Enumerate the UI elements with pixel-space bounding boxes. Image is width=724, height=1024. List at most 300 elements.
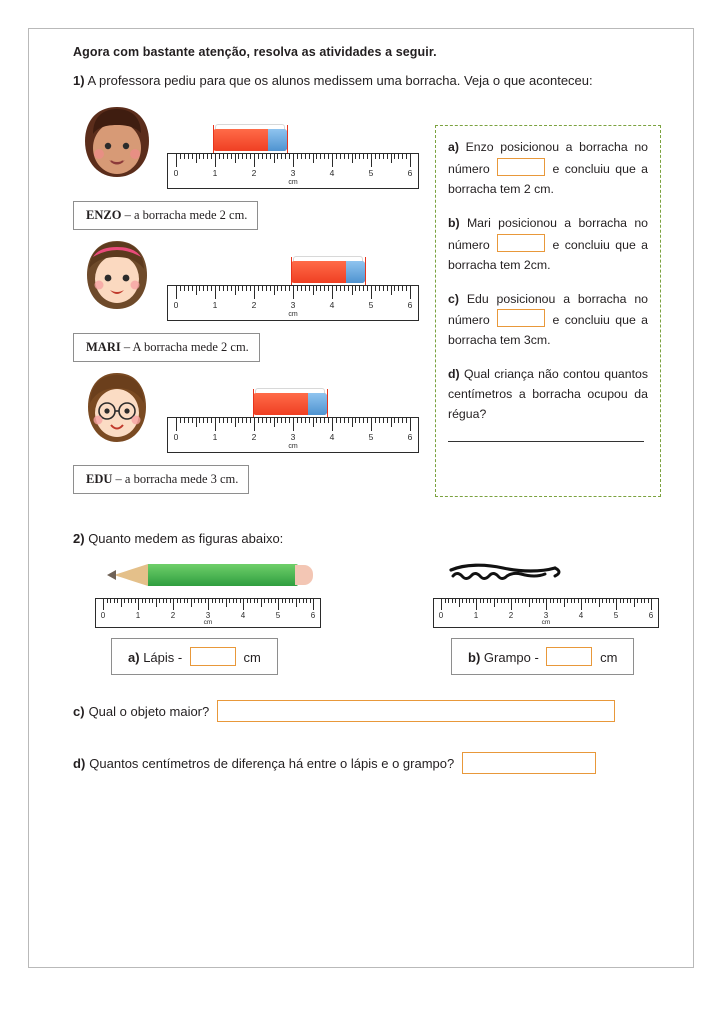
ruler-tick [240,599,241,603]
ruler-tick [344,154,345,159]
question-1-body: A professora pediu para que os alunos medissem uma borracha. Veja o que aconteceu: [87,73,593,88]
unit-label: cm [243,650,261,666]
ruler-tick [282,599,283,603]
ruler-tick [198,599,199,603]
ruler-tick [518,599,519,603]
ruler-tick [616,599,617,610]
ruler-tick [448,599,449,603]
ruler-tick [203,154,204,159]
answer-write-line-d[interactable] [448,427,644,442]
ruler-tick [567,599,568,603]
ruler-tick [128,599,129,603]
question-2-number: 2) [73,531,85,547]
ruler-tick [320,286,321,291]
ruler-tick [525,599,526,603]
ruler-tick [215,599,216,603]
page-title: Agora com bastante atenção, resolva as atividades a seguir. [73,45,437,59]
ruler-tick [301,154,302,159]
ruler-tick [215,286,216,299]
ruler-tick [262,286,263,291]
ruler-number: 3 [290,432,296,443]
ruler-tick [340,418,341,423]
unit-label: cm [600,650,618,666]
ruler-tick [242,418,243,423]
ruler-tick [201,599,202,603]
ruler-tick [246,418,247,423]
ruler-tick [316,286,317,291]
ruler-edu [167,417,419,453]
ruler-tick [324,154,325,159]
kid-caption: – a borracha mede 3 cm. [115,472,239,487]
ruler-tick [152,599,153,603]
ruler-tick [301,286,302,291]
ruler-tick [355,286,356,291]
ruler-tick [188,286,189,291]
ruler-number: 4 [329,432,335,443]
kid-caption: – A borracha mede 2 cm. [123,340,249,355]
ruler-number: 3 [543,611,549,621]
ruler-tick [192,418,193,423]
ruler-tick [309,154,310,159]
ruler-tick [627,599,628,603]
ruler-tick [398,286,399,291]
answer-blank-2c[interactable] [217,700,615,722]
ruler-number: 3 [290,168,296,179]
ruler-tick [196,154,197,163]
ruler-tick [410,418,411,431]
ruler-tick [648,599,649,603]
ruler-tick [480,599,481,603]
ruler-tick [336,154,337,159]
ruler-tick [270,418,271,423]
ruler-tick [595,599,596,603]
ruler-tick [406,418,407,423]
ruler-tick [348,286,349,291]
ruler-tick [391,286,392,295]
ruler-tick [176,286,177,299]
ruler-tick [320,418,321,423]
ruler-number: 0 [438,611,444,621]
ruler-tick [328,154,329,159]
ruler-tick [110,599,111,603]
name-box-mari [73,333,260,362]
ruler-tick [211,154,212,159]
ruler-tick [271,599,272,603]
kid-block-enzo [73,101,421,233]
ruler-number: 5 [613,611,619,621]
ruler-tick [571,599,572,603]
ruler-number: 6 [407,300,413,311]
ruler-tick [348,418,349,423]
ruler-number: 6 [648,611,654,621]
ruler-tick [176,154,177,167]
ruler-tick [462,599,463,603]
ruler-tick [483,599,484,603]
ruler-number: 6 [310,611,316,621]
eraser-mari [291,261,365,283]
kid-name: EDU [86,472,113,487]
ruler-tick [235,418,236,427]
panel-item-b [448,214,648,276]
ruler-enzo [167,153,419,189]
item-text-1: Enzo posicionou a borracha no número [448,140,648,177]
ruler-unit-label: cm [203,619,213,627]
ruler-number: 2 [251,300,257,311]
ruler-pencil [95,598,321,628]
ruler-tick [191,599,192,607]
ruler-number: 4 [240,611,246,621]
ruler-tick [375,418,376,423]
ruler-tick [344,418,345,423]
kid-name: MARI [86,340,121,355]
ruler-tick [363,286,364,291]
ruler-tick [313,154,314,163]
ruler-tick [445,599,446,603]
item-letter: a) [128,650,140,666]
ruler-tick [459,599,460,607]
ruler-tick [585,599,586,603]
ruler-tick [363,154,364,159]
ruler-number: 1 [212,432,218,443]
ruler-tick [309,418,310,423]
ruler-number: 2 [508,611,514,621]
ruler-tick [170,599,171,603]
item-label: Grampo - [483,650,539,666]
ruler-tick [511,599,512,610]
ruler-tick [320,154,321,159]
item-text-1: Mari posicionou a borracha no número [448,215,648,252]
item-letter: b) [448,215,460,230]
ruler-tick [258,418,259,423]
ruler-tick [367,418,368,423]
ruler-tick [188,154,189,159]
ruler-tick [215,418,216,431]
name-box-enzo [73,201,258,230]
ruler-tick [277,154,278,159]
ruler-tick [316,154,317,159]
ruler-tick [187,599,188,603]
ruler-tick [131,599,132,603]
ruler-tick [223,418,224,423]
ruler-tick [391,154,392,163]
question-1-text [73,71,661,91]
ruler-tick [466,599,467,603]
eraser-enzo [213,129,287,151]
ruler-mari [167,285,419,321]
ruler-tick [258,154,259,159]
ruler-number: 5 [275,611,281,621]
ruler-tick [188,418,189,423]
ruler-tick [588,599,589,603]
ruler-tick [192,154,193,159]
ruler-tick [340,286,341,291]
ruler-tick [553,599,554,603]
answer-blank-c[interactable] [497,309,545,327]
ruler-tick [490,599,491,603]
ruler-tick [258,286,259,291]
ruler-tick [293,154,294,167]
item-letter: b) [468,650,481,666]
ruler-tick [223,286,224,291]
ruler-number: 2 [251,168,257,179]
ruler-tick [207,154,208,159]
ruler-tick [359,418,360,423]
question-2c [73,700,663,722]
ruler-tick [371,286,372,299]
ruler-tick [402,154,403,159]
ruler-tick [207,418,208,423]
ruler-tick [487,599,488,603]
ruler-tick [274,154,275,163]
ruler-tick [231,418,232,423]
ruler-tick [138,599,139,610]
ruler-scene-edu [167,375,419,461]
ruler-tick [199,154,200,159]
ruler-unit-label: cm [288,179,298,187]
ruler-number: 1 [212,300,218,311]
ruler-tick [208,599,209,610]
ruler-tick [550,599,551,603]
ruler-tick [177,599,178,603]
ruler-tick [235,154,236,163]
ruler-tick [180,154,181,159]
ruler-tick [270,154,271,159]
ruler-tick [359,154,360,159]
ruler-tick [281,418,282,423]
ruler-tick [641,599,642,603]
ruler-tick [355,418,356,423]
ruler-tick [371,418,372,431]
ruler-number: 1 [212,168,218,179]
ruler-tick [606,599,607,603]
ruler-tick [231,154,232,159]
avatar-enzo-icon [75,101,159,185]
ruler-tick [398,154,399,159]
ruler-tick [344,286,345,291]
ruler-tick [336,286,337,291]
ruler-tick [199,286,200,291]
ruler-tick [630,599,631,603]
ruler-tick [352,418,353,427]
ruler-tick [277,286,278,291]
ruler-tick [219,286,220,291]
ruler-tick [254,599,255,603]
ruler-tick [359,286,360,291]
ruler-tick [203,418,204,423]
ruler-tick [235,286,236,295]
ruler-tick [363,418,364,423]
ruler-tick [394,154,395,159]
item-letter: c) [73,703,85,719]
panel-item-c [448,290,648,352]
ruler-tick [402,286,403,291]
ruler-tick [379,418,380,423]
ruler-tick [305,418,306,423]
question-2d [73,752,663,774]
ruler-tick [508,599,509,603]
ruler-tick [410,154,411,167]
ruler-tick [236,599,237,603]
ruler-tick [367,154,368,159]
kid-name: ENZO [86,208,122,223]
ruler-tick [383,286,384,291]
kids-column [73,101,421,497]
item-text-1: Edu posicionou a borracha no número [448,291,649,328]
ruler-tick [180,599,181,603]
ruler-tick [238,286,239,291]
ruler-tick [166,599,167,603]
ruler-tick [215,154,216,167]
ruler-tick [494,599,495,607]
ruler-number: 5 [368,300,374,311]
ruler-tick [310,599,311,603]
ruler-number: 5 [368,168,374,179]
ruler-tick [229,599,230,603]
ruler-tick [250,599,251,603]
ruler-tick [623,599,624,603]
ruler-number: 3 [205,611,211,621]
ruler-tick [285,418,286,423]
ruler-tick [539,599,540,603]
ruler-tick [285,286,286,291]
ruler-tick [543,599,544,603]
ruler-tick [196,418,197,427]
answer-blank-b[interactable] [497,234,545,252]
ruler-number: 4 [578,611,584,621]
ruler-tick [145,599,146,603]
ruler-tick [238,154,239,159]
ruler-tick [336,418,337,423]
ruler-tick [227,418,228,423]
ruler-tick [247,599,248,603]
avatar-edu-icon [75,365,159,449]
ruler-tick [613,599,614,603]
answer-blank-2d[interactable] [462,752,596,774]
answer-box-hairpin [451,638,634,675]
answer-blank-a[interactable] [497,158,545,176]
ruler-tick [246,286,247,291]
name-box-edu [73,465,249,494]
ruler-tick [163,599,164,603]
ruler-tick [135,599,136,603]
ruler-tick [309,286,310,291]
item-text-2: e concluiu que a borracha tem 2cm. [448,237,649,272]
ruler-tick [278,599,279,610]
item-letter: c) [448,291,459,306]
ruler-tick [219,154,220,159]
ruler-tick [242,286,243,291]
ruler-tick [194,599,195,603]
ruler-tick [121,599,122,607]
ruler-tick [184,154,185,159]
kid-caption: – a borracha mede 2 cm. [124,208,248,223]
ruler-tick [277,418,278,423]
item-text-2: e concluiu que a borracha tem 3cm. [448,313,649,348]
ruler-tick [254,418,255,431]
eraser-edu [253,393,327,415]
ruler-tick [410,286,411,299]
answer-blank-pencil[interactable] [190,647,236,666]
ruler-tick [117,599,118,603]
ruler-tick [383,154,384,159]
ruler-tick [203,286,204,291]
ruler-number: 0 [173,300,179,311]
ruler-tick [352,154,353,163]
ruler-tick [348,154,349,159]
ruler-tick [532,599,533,603]
ruler-tick [634,599,635,607]
ruler-tick [371,154,372,167]
ruler-tick [254,286,255,299]
ruler-scene-enzo [167,111,419,197]
ruler-number: 2 [251,432,257,443]
ruler-tick [264,599,265,603]
hairpin-figure [445,562,565,588]
ruler-tick [233,599,234,603]
ruler-tick [592,599,593,603]
ruler-tick [406,154,407,159]
ruler-tick [184,418,185,423]
ruler-tick [231,286,232,291]
ruler-tick [316,418,317,423]
ruler-tick [383,418,384,423]
ruler-tick [406,286,407,291]
ruler-tick [184,599,185,603]
ruler-tick [651,599,652,610]
ruler-number: 0 [173,168,179,179]
ruler-tick [262,418,263,423]
ruler-tick [238,418,239,423]
ruler-tick [367,286,368,291]
ruler-tick [637,599,638,603]
item-text-2: e concluiu que a borracha tem 2 cm. [448,162,649,196]
ruler-number: 2 [170,611,176,621]
ruler-tick [196,286,197,295]
ruler-tick [303,599,304,603]
ruler-tick [297,286,298,291]
ruler-tick [441,599,442,610]
answer-blank-hairpin[interactable] [546,647,592,666]
ruler-tick [452,599,453,603]
question-1-number: 1) [73,73,85,88]
ruler-tick [250,286,251,291]
ruler-tick [581,599,582,610]
ruler-tick [332,286,333,299]
item-letter: d) [73,755,86,771]
item-letter: d) [448,367,460,382]
ruler-tick [455,599,456,603]
ruler-tick [398,418,399,423]
pencil-figure [107,564,315,586]
panel-item-d [448,365,648,442]
ruler-tick [387,154,388,159]
ruler-tick [281,154,282,159]
ruler-tick [266,286,267,291]
ruler-tick [620,599,621,603]
ruler-tick [184,286,185,291]
ruler-tick [394,418,395,423]
ruler-tick [285,154,286,159]
item-text: Quantos centímetros de diferença há entre o lápis e o grampo? [89,755,455,771]
ruler-tick [275,599,276,603]
ruler-tick [211,286,212,291]
ruler-tick [313,286,314,295]
ruler-tick [352,286,353,295]
ruler-tick [375,286,376,291]
ruler-tick [305,286,306,291]
ruler-tick [222,599,223,603]
ruler-number: 6 [407,432,413,443]
